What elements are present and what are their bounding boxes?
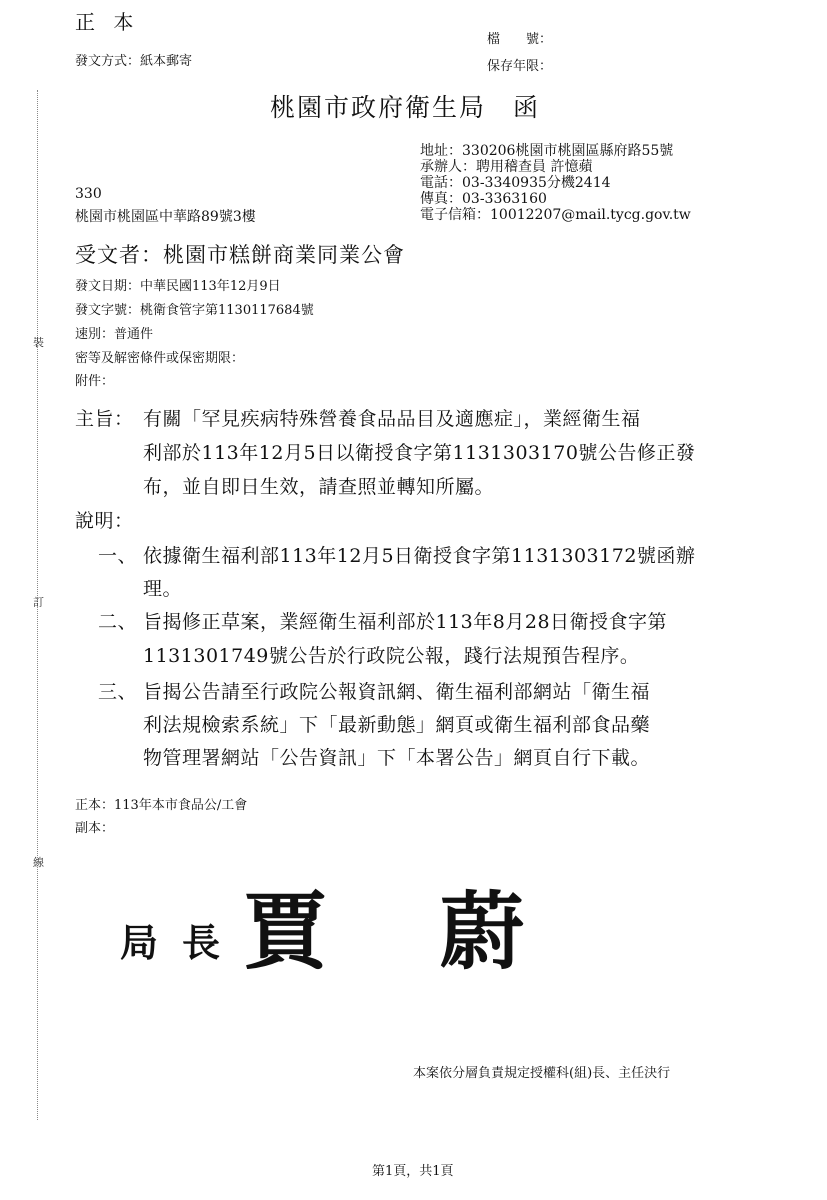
document-title: 桃園市政府衛生局 函 [270, 93, 541, 122]
subject-line: 布，並自即日生效，請查照並轉知所屬。 [143, 476, 495, 498]
signature-title-char: 局 [120, 920, 159, 965]
binding-mark-ding: 訂 [33, 596, 44, 609]
signature-name-char: 賈 [243, 882, 328, 981]
recipient-postal: 330 [75, 186, 102, 202]
binding-mark-zhuang: 裝 [33, 336, 44, 349]
explanation-item-line: 旨揭修正草案，業經衛生福利部於113年8月28日衛授食字第 [143, 611, 668, 633]
sender-address: 地址：330206桃園市桃園區縣府路55號 [420, 143, 674, 159]
delivery-speed: 速別：普通件 [75, 327, 154, 342]
page-number: 第1頁，共1頁 [372, 1164, 454, 1179]
signature-name-char: 蔚 [440, 882, 525, 981]
delegation-note: 本案依分層負責規定授權科(組)長、主任決行 [413, 1066, 671, 1081]
subject-line: 利部於113年12月5日以衛授食字第1131303170號公告修正發 [143, 442, 696, 464]
issue-date: 發文日期：中華民國113年12月9日 [75, 279, 281, 294]
explanation-item-line: 旨揭公告請至行政院公報資訊網、衛生福利部網站「衛生福 [143, 681, 651, 703]
sender-phone: 電話：03-3340935分機2414 [420, 175, 611, 191]
recipient: 受文者：桃園市糕餅商業同業公會 [75, 243, 405, 267]
secrecy-level: 密等及解密條件或保密期限： [75, 351, 245, 366]
attachment: 附件： [75, 374, 115, 389]
explanation-item-line: 理。 [143, 578, 183, 600]
copy-type: 正 本 [75, 10, 140, 34]
explanation-item-number: 三、 [98, 681, 138, 703]
carbon-copy: 副本： [75, 821, 115, 836]
explanation-item-line: 依據衛生福利部113年12月5日衛授食字第1131303172號函辦 [143, 545, 696, 567]
recipient-street: 桃園市桃園區中華路89號3樓 [75, 209, 256, 225]
sender-info [420, 143, 691, 223]
doc-number: 發文字號：桃衛食管字第1130117684號 [75, 303, 314, 318]
subject-line: 有關「罕見疾病特殊營養食品品目及適應症」，業經衛生福 [143, 408, 641, 430]
sender-fax: 傳真：03-3363160 [420, 191, 547, 207]
original-recipients: 正本：113年本市食品公/工會 [75, 798, 248, 813]
sender-contact: 承辦人：聘用稽查員 許憶蘋 [420, 159, 593, 175]
explanation-item-number: 一、 [98, 545, 138, 567]
send-method: 發文方式：紙本郵寄 [75, 54, 193, 69]
subject-label: 主旨： [75, 408, 134, 430]
signature-title-char: 長 [182, 920, 221, 965]
explanation-item-line: 1131301749號公告於行政院公報，踐行法規預告程序。 [143, 645, 640, 667]
explanation-item-number: 二、 [98, 611, 138, 633]
sender-email: 電子信箱：10012207@mail.tycg.gov.tw [420, 207, 691, 223]
explanation-item-line: 利法規檢索系統」下「最新動態」網頁或衛生福利部食品藥 [143, 714, 651, 736]
explanation-label: 說明： [75, 510, 134, 532]
explanation-item-line: 物管理署網站「公告資訊」下「本署公告」網頁自行下載。 [143, 747, 651, 769]
retention-period: 保存年限： [487, 59, 553, 74]
file-number: 檔 號： [487, 32, 553, 47]
binding-mark-xian: 線 [33, 856, 44, 869]
